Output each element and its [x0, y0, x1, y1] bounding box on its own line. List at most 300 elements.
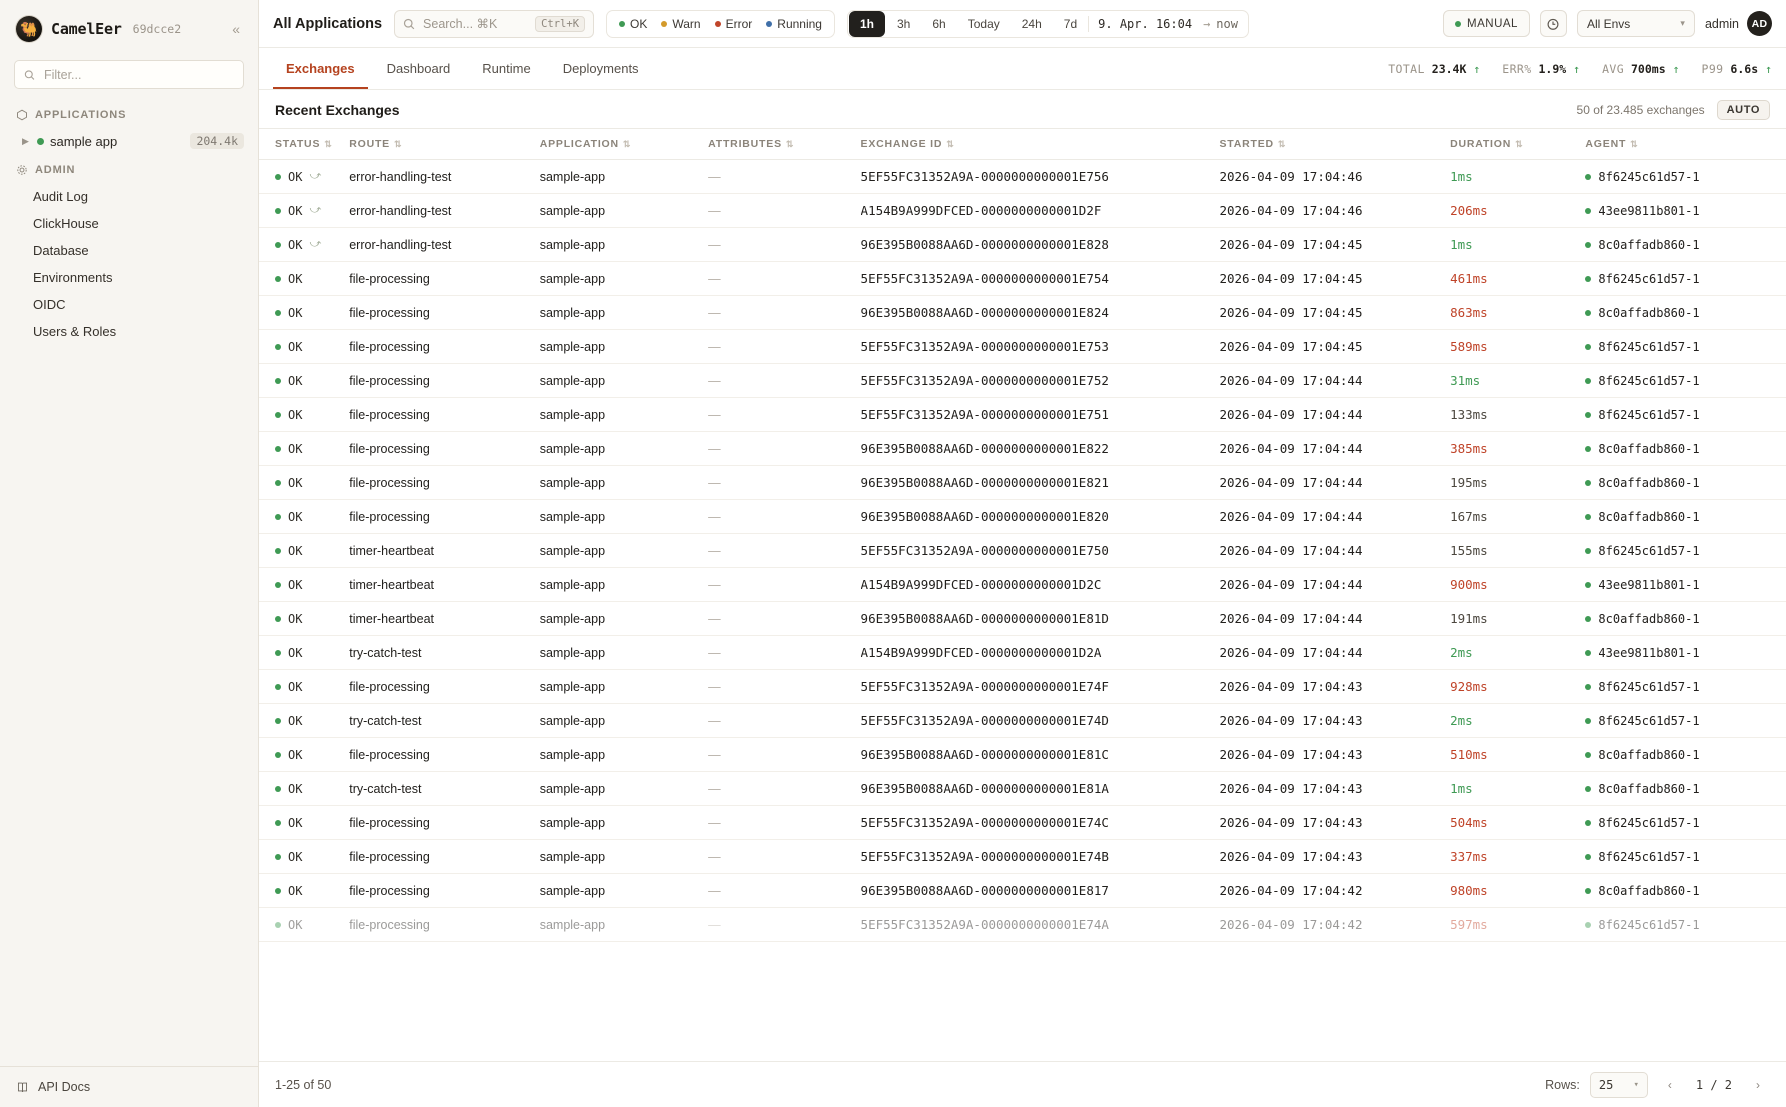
- filter-input[interactable]: [42, 67, 234, 83]
- table-row[interactable]: [259, 636, 1786, 670]
- cell-agent: [1585, 772, 1786, 806]
- cell-agent: [1585, 160, 1786, 194]
- cell-application: sample-app: [540, 534, 708, 568]
- status-filter-ok[interactable]: [619, 17, 647, 31]
- panel-header: [259, 90, 1786, 128]
- cell-status: [259, 330, 349, 364]
- cell-application: sample-app: [540, 466, 708, 500]
- section-header-applications: [0, 99, 258, 128]
- trend-up-icon: ↑: [1765, 61, 1772, 76]
- table-row[interactable]: [259, 534, 1786, 568]
- agent-status-dot: [1585, 276, 1591, 282]
- cell-application: sample-app: [540, 398, 708, 432]
- cell-duration: 461ms: [1450, 262, 1585, 296]
- cell-exchange-id[interactable]: 96E395B0088AA6D-0000000000001E828: [861, 228, 1220, 262]
- retry-icon: ⤻: [309, 204, 322, 216]
- cell-exchange-id[interactable]: 5EF55FC31352A9A-0000000000001E754: [861, 262, 1220, 296]
- range-1h[interactable]: 1h: [849, 11, 885, 37]
- cell-exchange-id[interactable]: A154B9A999DFCED-0000000000001D2C: [861, 568, 1220, 602]
- sidebar: [0, 0, 259, 1107]
- rows-per-page-select[interactable]: [1590, 1072, 1648, 1098]
- status-label: OK: [288, 475, 303, 490]
- table-header: [259, 129, 1786, 160]
- status-filter-warn[interactable]: [661, 17, 700, 31]
- cell-started: 2026-04-09 17:04:43: [1219, 738, 1450, 772]
- agent-label: 8c0affadb860-1: [1598, 509, 1700, 524]
- stat-avg: [1602, 62, 1679, 76]
- gear-icon: [16, 164, 28, 176]
- column-header-application[interactable]: APPLICATION ⇅: [540, 129, 708, 160]
- cell-attributes: —: [708, 432, 860, 466]
- table-row[interactable]: [259, 840, 1786, 874]
- search-icon: [403, 18, 415, 30]
- sidebar-item-oidc[interactable]: OIDC: [33, 297, 66, 312]
- cell-attributes: —: [708, 908, 860, 942]
- refresh-clock-icon[interactable]: [1540, 10, 1567, 37]
- column-header-attributes[interactable]: ATTRIBUTES ⇅: [708, 129, 860, 160]
- cell-agent: [1585, 670, 1786, 704]
- sidebar-item-clickhouse[interactable]: ClickHouse: [33, 216, 99, 231]
- exchanges-table-wrap: [259, 128, 1786, 1061]
- cell-duration: 900ms: [1450, 568, 1585, 602]
- cell-status: [259, 874, 349, 908]
- stat-p99: [1702, 62, 1773, 76]
- stat-total: [1388, 62, 1480, 76]
- status-dot: [275, 752, 281, 758]
- cell-attributes: —: [708, 840, 860, 874]
- cell-application: sample-app: [540, 840, 708, 874]
- sidebar-item-audit-log[interactable]: Audit Log: [33, 189, 88, 204]
- agent-label: 8f6245c61d57-1: [1598, 169, 1700, 184]
- status-dot: [275, 684, 281, 690]
- cell-route: file-processing: [349, 432, 539, 466]
- sidebar-item-environments[interactable]: Environments: [33, 270, 113, 285]
- status-dot-error: [715, 21, 721, 27]
- table-row[interactable]: [259, 738, 1786, 772]
- cell-agent: [1585, 636, 1786, 670]
- manual-label: MANUAL: [1467, 17, 1518, 30]
- agent-label: 8f6245c61d57-1: [1598, 679, 1700, 694]
- chevron-down-icon: ▾: [1680, 18, 1685, 28]
- status-dot: [275, 378, 281, 384]
- cell-started: 2026-04-09 17:04:46: [1219, 160, 1450, 194]
- cell-route: file-processing: [349, 500, 539, 534]
- status-label: OK: [288, 237, 303, 252]
- top-bar: [259, 0, 1786, 48]
- agent-label: 8c0affadb860-1: [1598, 883, 1700, 898]
- cell-status: [259, 466, 349, 500]
- table-row[interactable]: [259, 398, 1786, 432]
- cell-started: 2026-04-09 17:04:42: [1219, 874, 1450, 908]
- cell-exchange-id[interactable]: A154B9A999DFCED-0000000000001D2A: [861, 636, 1220, 670]
- table-row[interactable]: [259, 432, 1786, 466]
- column-header-route[interactable]: ROUTE ⇅: [349, 129, 539, 160]
- cell-started: 2026-04-09 17:04:44: [1219, 602, 1450, 636]
- cell-exchange-id[interactable]: 5EF55FC31352A9A-0000000000001E751: [861, 398, 1220, 432]
- agent-status-dot: [1585, 718, 1591, 724]
- status-dot: [275, 548, 281, 554]
- cell-attributes: —: [708, 296, 860, 330]
- rows-per-page-label: Rows:: [1545, 1077, 1580, 1092]
- status-filter-label: Warn: [672, 16, 701, 31]
- cell-exchange-id[interactable]: 96E395B0088AA6D-0000000000001E821: [861, 466, 1220, 500]
- table-row[interactable]: [259, 670, 1786, 704]
- cell-agent: [1585, 534, 1786, 568]
- cell-exchange-id[interactable]: 5EF55FC31352A9A-0000000000001E752: [861, 364, 1220, 398]
- rows-per-page-value: 25: [1598, 1077, 1614, 1092]
- cell-exchange-id[interactable]: 5EF55FC31352A9A-0000000000001E750: [861, 534, 1220, 568]
- cell-status: [259, 228, 349, 262]
- status-dot: [275, 786, 281, 792]
- cell-route: timer-heartbeat: [349, 602, 539, 636]
- range-24h[interactable]: 24h: [1021, 16, 1042, 31]
- cell-attributes: —: [708, 500, 860, 534]
- pagination-range-text: 1-25 of 50: [275, 1077, 332, 1092]
- status-dot: [275, 446, 281, 452]
- table-row[interactable]: [259, 262, 1786, 296]
- agent-label: 43ee9811b801-1: [1598, 203, 1700, 218]
- cell-agent: [1585, 398, 1786, 432]
- status-dot: [275, 718, 281, 724]
- cell-started: 2026-04-09 17:04:45: [1219, 330, 1450, 364]
- tab-dashboard[interactable]: Dashboard: [386, 61, 451, 76]
- cell-exchange-id[interactable]: 96E395B0088AA6D-0000000000001E81C: [861, 738, 1220, 772]
- agent-status-dot: [1585, 684, 1591, 690]
- agent-label: 8f6245c61d57-1: [1598, 373, 1700, 388]
- status-label: OK: [288, 577, 303, 592]
- cell-exchange-id[interactable]: A154B9A999DFCED-0000000000001D2F: [861, 194, 1220, 228]
- cell-exchange-id[interactable]: 96E395B0088AA6D-0000000000001E81D: [861, 602, 1220, 636]
- cell-exchange-id[interactable]: 5EF55FC31352A9A-0000000000001E74F: [861, 670, 1220, 704]
- sidebar-tree-sample-app[interactable]: [0, 128, 258, 154]
- trend-up-icon: ↑: [1672, 61, 1680, 76]
- cell-duration: 31ms: [1450, 364, 1585, 398]
- cell-exchange-id[interactable]: 5EF55FC31352A9A-0000000000001E74C: [861, 806, 1220, 840]
- camel-logo-icon: 🐫: [16, 16, 42, 42]
- exchange-count-text: 50 of 23.485 exchanges: [1576, 103, 1705, 117]
- cell-application: sample-app: [540, 568, 708, 602]
- status-dot: [275, 208, 281, 214]
- brand-name: CamelEer: [51, 20, 122, 38]
- cell-attributes: —: [708, 670, 860, 704]
- prev-page-button[interactable]: ‹: [1667, 1077, 1672, 1092]
- agent-status-dot: [1585, 888, 1591, 894]
- cell-route: file-processing: [349, 670, 539, 704]
- cell-exchange-id[interactable]: 5EF55FC31352A9A-0000000000001E756: [861, 160, 1220, 194]
- next-page-button[interactable]: ›: [1756, 1077, 1760, 1092]
- agent-label: 8f6245c61d57-1: [1598, 407, 1700, 422]
- retry-icon: ⤻: [309, 170, 322, 182]
- table-row[interactable]: [259, 364, 1786, 398]
- chevron-down-icon: ▾: [1633, 1079, 1639, 1090]
- table-row[interactable]: [259, 568, 1786, 602]
- cell-status: [259, 194, 349, 228]
- cell-exchange-id[interactable]: 96E395B0088AA6D-0000000000001E817: [861, 874, 1220, 908]
- status-label: OK: [288, 781, 303, 796]
- cell-agent: [1585, 330, 1786, 364]
- cell-status: [259, 704, 349, 738]
- cell-duration: 1ms: [1450, 228, 1585, 262]
- avatar: AD: [1747, 11, 1772, 36]
- status-dot: [37, 138, 44, 145]
- cell-agent: [1585, 908, 1786, 942]
- section-label: APPLICATIONS: [35, 109, 127, 121]
- cell-status: [259, 806, 349, 840]
- status-label: OK: [288, 645, 303, 660]
- cell-exchange-id[interactable]: 5EF55FC31352A9A-0000000000001E74D: [861, 704, 1220, 738]
- range-7d[interactable]: 7d: [1063, 16, 1078, 31]
- cell-agent: [1585, 364, 1786, 398]
- cell-application: sample-app: [540, 500, 708, 534]
- cell-agent: [1585, 840, 1786, 874]
- tab-deployments[interactable]: Deployments: [562, 61, 639, 76]
- table-row[interactable]: [259, 806, 1786, 840]
- page-indicator: 1 / 2: [1695, 1077, 1732, 1092]
- brand: [0, 0, 258, 56]
- cell-application: sample-app: [540, 194, 708, 228]
- column-header-started[interactable]: STARTED ⇅: [1219, 129, 1450, 160]
- cell-application: sample-app: [540, 602, 708, 636]
- table-row[interactable]: [259, 296, 1786, 330]
- table-row[interactable]: [259, 874, 1786, 908]
- status-filter-running[interactable]: [766, 17, 822, 31]
- environment-select[interactable]: [1577, 10, 1695, 37]
- user-menu[interactable]: [1705, 11, 1772, 36]
- status-label: OK: [288, 543, 303, 558]
- tab-runtime[interactable]: Runtime: [482, 61, 531, 76]
- cell-duration: 2ms: [1450, 636, 1585, 670]
- cell-started: 2026-04-09 17:04:44: [1219, 534, 1450, 568]
- cell-route: file-processing: [349, 364, 539, 398]
- agent-label: 8c0affadb860-1: [1598, 747, 1700, 762]
- status-label: OK: [288, 679, 303, 694]
- status-dot: [275, 242, 281, 248]
- status-label: OK: [288, 271, 303, 286]
- status-dot-ok: [619, 21, 625, 27]
- stat-label: ERR%: [1502, 61, 1532, 76]
- cell-exchange-id[interactable]: 5EF55FC31352A9A-0000000000001E74B: [861, 840, 1220, 874]
- cell-duration: 504ms: [1450, 806, 1585, 840]
- cell-status: [259, 568, 349, 602]
- cell-status: [259, 738, 349, 772]
- cell-started: 2026-04-09 17:04:44: [1219, 636, 1450, 670]
- status-filter-error[interactable]: [715, 17, 753, 31]
- table-row[interactable]: [259, 772, 1786, 806]
- status-label: OK: [288, 611, 303, 626]
- cell-duration: 206ms: [1450, 194, 1585, 228]
- cell-status: [259, 840, 349, 874]
- table-row[interactable]: [259, 330, 1786, 364]
- retry-icon: ⤻: [309, 238, 322, 250]
- table-row[interactable]: [259, 228, 1786, 262]
- range-from-value[interactable]: 9. Apr. 16:04: [1098, 16, 1193, 31]
- cell-duration: 510ms: [1450, 738, 1585, 772]
- status-label: OK: [288, 917, 303, 932]
- cell-agent: [1585, 568, 1786, 602]
- agent-status-dot: [1585, 344, 1591, 350]
- tab-bar: [259, 48, 1786, 90]
- sidebar-tree-count: 204.4k: [190, 133, 244, 149]
- cell-application: sample-app: [540, 772, 708, 806]
- cell-agent: [1585, 602, 1786, 636]
- table-row[interactable]: [259, 160, 1786, 194]
- cell-exchange-id[interactable]: 5EF55FC31352A9A-0000000000001E74A: [861, 908, 1220, 942]
- cell-exchange-id[interactable]: 96E395B0088AA6D-0000000000001E822: [861, 432, 1220, 466]
- cell-route: file-processing: [349, 840, 539, 874]
- cell-application: sample-app: [540, 228, 708, 262]
- cell-route: file-processing: [349, 296, 539, 330]
- cell-attributes: —: [708, 738, 860, 772]
- trend-up-icon: ↑: [1473, 61, 1481, 76]
- page-title: All Applications: [273, 15, 383, 32]
- status-dot: [275, 174, 281, 180]
- cell-agent: [1585, 262, 1786, 296]
- cell-duration: 597ms: [1450, 908, 1585, 942]
- agent-status-dot: [1585, 242, 1591, 248]
- cell-application: sample-app: [540, 160, 708, 194]
- cell-route: file-processing: [349, 398, 539, 432]
- agent-status-dot: [1585, 480, 1591, 486]
- cell-exchange-id[interactable]: 5EF55FC31352A9A-0000000000001E753: [861, 330, 1220, 364]
- collapse-sidebar-icon[interactable]: «: [232, 21, 240, 37]
- cell-attributes: —: [708, 636, 860, 670]
- status-dot: [275, 888, 281, 894]
- cell-application: sample-app: [540, 704, 708, 738]
- cell-attributes: —: [708, 568, 860, 602]
- table-row[interactable]: [259, 500, 1786, 534]
- cell-exchange-id[interactable]: 96E395B0088AA6D-0000000000001E81A: [861, 772, 1220, 806]
- book-icon: [16, 1081, 29, 1094]
- cell-exchange-id[interactable]: 96E395B0088AA6D-0000000000001E820: [861, 500, 1220, 534]
- tab-exchanges[interactable]: Exchanges: [273, 48, 368, 89]
- status-dot: [275, 854, 281, 860]
- cell-started: 2026-04-09 17:04:43: [1219, 840, 1450, 874]
- agent-label: 8f6245c61d57-1: [1598, 849, 1700, 864]
- agent-status-dot: [1585, 514, 1591, 520]
- cell-status: [259, 296, 349, 330]
- cell-attributes: —: [708, 874, 860, 908]
- panel-header-right: [1577, 100, 1770, 120]
- agent-status-dot: [1585, 582, 1591, 588]
- status-filter-group: [606, 10, 835, 38]
- status-label: OK: [288, 747, 303, 762]
- cell-agent: [1585, 704, 1786, 738]
- status-label: OK: [288, 713, 303, 728]
- sidebar-tree-label: sample app: [50, 133, 118, 149]
- sidebar-item-users-roles[interactable]: Users & Roles: [33, 324, 117, 339]
- auto-refresh-badge[interactable]: AUTO: [1717, 100, 1770, 120]
- status-dot: [275, 820, 281, 826]
- table-footer: [259, 1061, 1786, 1107]
- stat-value: 23.4K: [1431, 61, 1467, 76]
- cell-duration: 928ms: [1450, 670, 1585, 704]
- range-to-value[interactable]: now: [1216, 16, 1238, 31]
- table-row[interactable]: [259, 602, 1786, 636]
- cell-attributes: —: [708, 602, 860, 636]
- column-header-status[interactable]: STATUS ⇅: [259, 129, 349, 160]
- agent-status-dot: [1585, 378, 1591, 384]
- cell-exchange-id[interactable]: 96E395B0088AA6D-0000000000001E824: [861, 296, 1220, 330]
- cell-attributes: —: [708, 330, 860, 364]
- panel-title: Recent Exchanges: [275, 102, 400, 118]
- range-3h[interactable]: 3h: [897, 16, 911, 31]
- trend-up-icon: ↑: [1573, 61, 1581, 76]
- cell-application: sample-app: [540, 296, 708, 330]
- cell-status: [259, 364, 349, 398]
- range-today[interactable]: Today: [967, 16, 1000, 31]
- agent-status-dot: [1585, 446, 1591, 452]
- cell-attributes: —: [708, 534, 860, 568]
- cell-attributes: —: [708, 228, 860, 262]
- cell-agent: [1585, 228, 1786, 262]
- status-dot: [275, 276, 281, 282]
- manual-refresh-button[interactable]: [1443, 10, 1530, 37]
- status-label: OK: [288, 339, 303, 354]
- sidebar-item-database[interactable]: Database: [33, 243, 89, 258]
- table-row[interactable]: [259, 908, 1786, 942]
- cell-attributes: —: [708, 704, 860, 738]
- cell-route: file-processing: [349, 330, 539, 364]
- column-header-agent[interactable]: AGENT ⇅: [1585, 129, 1786, 160]
- status-dot: [275, 514, 281, 520]
- cell-duration: 155ms: [1450, 534, 1585, 568]
- table-row[interactable]: [259, 704, 1786, 738]
- cell-route: timer-heartbeat: [349, 534, 539, 568]
- cell-attributes: —: [708, 398, 860, 432]
- cell-agent: [1585, 194, 1786, 228]
- stat-label: P99: [1701, 61, 1724, 76]
- cell-route: try-catch-test: [349, 772, 539, 806]
- status-label: OK: [288, 883, 303, 898]
- column-header-exchange-id[interactable]: EXCHANGE ID ⇅: [861, 129, 1220, 160]
- cell-route: try-catch-test: [349, 704, 539, 738]
- agent-label: 8f6245c61d57-1: [1598, 271, 1700, 286]
- cell-duration: 337ms: [1450, 840, 1585, 874]
- range-6h[interactable]: 6h: [932, 16, 946, 31]
- section-header-admin: [0, 154, 258, 183]
- table-row[interactable]: [259, 466, 1786, 500]
- cell-status: [259, 772, 349, 806]
- cell-agent: [1585, 738, 1786, 772]
- search-input[interactable]: [394, 10, 594, 38]
- status-dot: [275, 922, 281, 928]
- stat-error-rate: [1502, 62, 1580, 76]
- table-body: [259, 160, 1786, 942]
- filter-box[interactable]: [14, 60, 244, 89]
- cell-duration: 195ms: [1450, 466, 1585, 500]
- chevron-right-icon[interactable]: ▶: [22, 135, 29, 146]
- agent-label: 8c0affadb860-1: [1598, 781, 1700, 796]
- cell-duration: 589ms: [1450, 330, 1585, 364]
- table-row[interactable]: [259, 194, 1786, 228]
- sidebar-item-api-docs[interactable]: [0, 1066, 258, 1107]
- status-dot-warn: [661, 21, 667, 27]
- cell-status: [259, 398, 349, 432]
- section-label: ADMIN: [35, 164, 76, 176]
- cell-route: error-handling-test: [349, 194, 539, 228]
- cell-attributes: —: [708, 262, 860, 296]
- agent-label: 8f6245c61d57-1: [1598, 713, 1700, 728]
- cell-application: sample-app: [540, 670, 708, 704]
- cell-started: 2026-04-09 17:04:44: [1219, 364, 1450, 398]
- column-header-duration[interactable]: DURATION ⇅: [1450, 129, 1585, 160]
- status-label: OK: [288, 441, 303, 456]
- cell-started: 2026-04-09 17:04:44: [1219, 432, 1450, 466]
- cell-application: sample-app: [540, 908, 708, 942]
- agent-label: 8f6245c61d57-1: [1598, 543, 1700, 558]
- cell-application: sample-app: [540, 330, 708, 364]
- cube-icon: [16, 109, 28, 121]
